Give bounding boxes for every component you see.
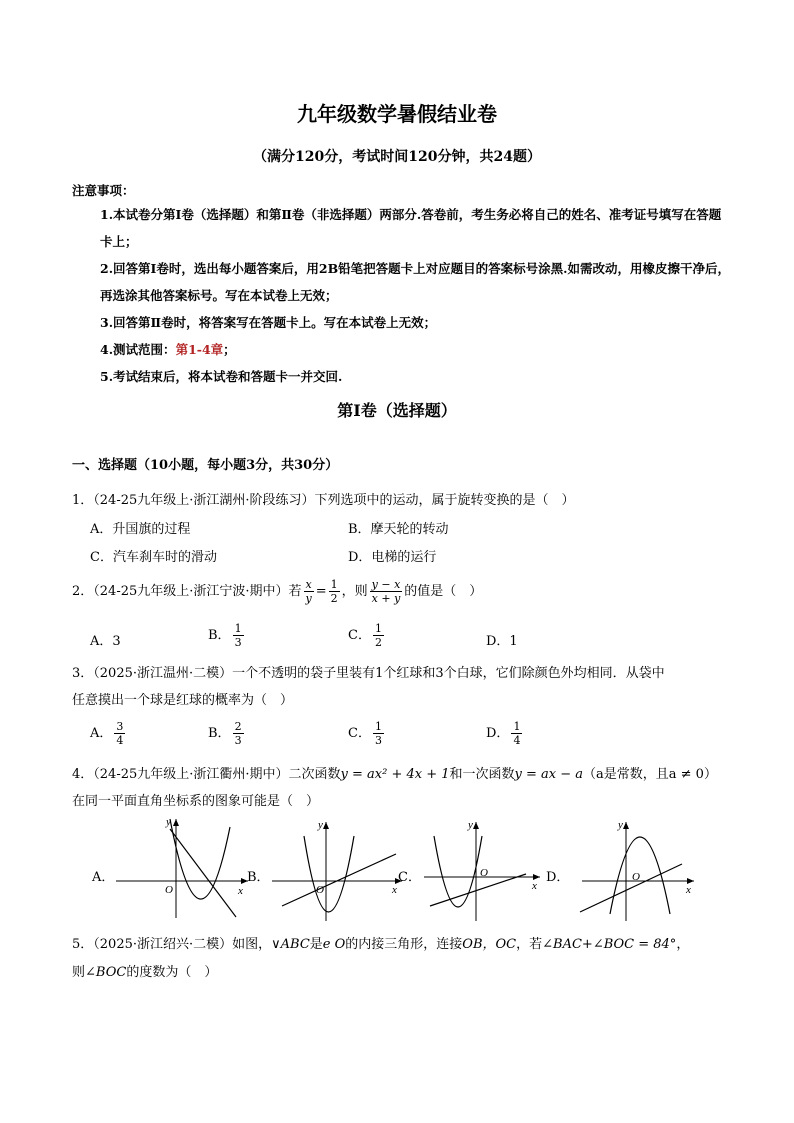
q5-condition: ∠BAC+∠BOC = 84° (542, 937, 677, 952)
q4-graph-c (420, 818, 550, 923)
q4-linear: y = ax − a (514, 767, 584, 782)
q5-line-2 (72, 960, 732, 986)
q2-option-b (208, 622, 246, 649)
q5-line-1 (72, 932, 732, 958)
q5-angle: ∠BOC (85, 965, 127, 980)
graph-c-y-label: y (468, 819, 473, 831)
q5-line2-prefix: 则 (72, 965, 86, 980)
q2-option-b-num: 1 (234, 622, 242, 635)
q5-segments: OB，OC (462, 937, 517, 952)
q5-text-2: 的内接三角形，连接 (345, 937, 463, 952)
q3-option-a-num: 3 (116, 720, 124, 733)
graph-a-y-label: y (166, 816, 171, 828)
q4-option-a-label: A． (92, 870, 115, 885)
q2-fraction-x-over-y (304, 578, 314, 605)
q2-stem (72, 578, 732, 605)
q3-option-d-frac (511, 720, 522, 747)
q4-line-2: 在同一平面直角坐标系的图象可能是（ ） (72, 794, 320, 809)
q4-graph-a (112, 815, 252, 920)
section-title: 第Ⅰ卷（选择题） (337, 401, 457, 420)
q2-fraction-half (329, 578, 340, 605)
q1-option-d: D．电梯的运行 (348, 550, 437, 565)
q5-text-3: ，若 (516, 937, 543, 952)
q2-option-b-label: B． (208, 628, 231, 643)
page-title: 九年级数学暑假结业卷 (297, 102, 497, 126)
q2-option-b-frac (233, 622, 244, 649)
q3-option-d-den: 4 (513, 734, 521, 747)
q4-suffix: （a是常数，且a ≠ 0） (583, 767, 717, 782)
q2-option-c-label: C． (348, 628, 371, 643)
q4-line-1 (72, 762, 732, 788)
notice-item-2 (72, 255, 732, 309)
q2-frac1-den: y (305, 592, 312, 605)
graph-d-origin: O (632, 871, 640, 883)
q2-frac3-den: x + y (371, 592, 401, 605)
q3-option-a-label: A． (90, 726, 113, 741)
notice-item-4-prefix: 4.测试范围： (100, 342, 176, 357)
q5-text-1: 是 (309, 937, 323, 952)
q2-frac1-num: x (305, 578, 312, 591)
q2-option-c (348, 622, 386, 649)
q4-quadratic: y = ax² + 4x + 1 (340, 767, 450, 782)
notice-item-3 (72, 309, 732, 336)
graph-c-origin: O (480, 867, 488, 879)
q3-option-c-den: 3 (374, 734, 382, 747)
q5-prefix: 5．（2025·浙江绍兴·二模）如图， (72, 937, 272, 952)
q4-mid: 和一次函数 (449, 767, 515, 782)
q3-option-b-label: B． (208, 726, 231, 741)
q2-suffix: 的值是（ ） (404, 584, 483, 599)
graph-c-x-label: x (532, 880, 537, 892)
notice-item-1-text: 1.本试卷分第Ⅰ卷（选择题）和第Ⅱ卷（非选择题）两部分.答卷前，考生务必将自己的姓名、准考证号填写在答题卡上； (100, 207, 722, 249)
q2-mid: ，则 (341, 584, 368, 599)
graph-d-y-label: y (618, 819, 623, 831)
q4-graph-b (268, 818, 408, 923)
q2-equals: = (315, 584, 327, 599)
notice-item-5-text: 5.考试结束后，将本试卷和答题卡一并交回. (100, 369, 343, 384)
notice-heading: 注意事项： (72, 183, 135, 198)
q1-stem: 1．（24-25九年级上·浙江湖州·阶段练习）下列选项中的运动，属于旋转变换的是（ ） (72, 493, 575, 508)
notice-item-4-suffix: ； (223, 342, 236, 357)
q5-line2-suffix: 的度数为（ ） (126, 965, 218, 980)
q3-option-d-num: 1 (513, 720, 521, 733)
q2-option-c-den: 2 (374, 636, 382, 649)
graph-b-x-label: x (392, 884, 397, 896)
q3-option-b-den: 3 (234, 734, 242, 747)
q3-option-a-frac (114, 720, 125, 747)
notice-item-1 (72, 201, 732, 255)
q4-graph-d (570, 818, 700, 923)
q3-option-c-frac (373, 720, 384, 747)
q3-option-c-label: C． (348, 726, 371, 741)
q3-option-c-num: 1 (374, 720, 382, 733)
q2-frac2-den: 2 (330, 592, 338, 605)
q3-option-b-num: 2 (234, 720, 242, 733)
q5-text-4: ， (676, 937, 690, 952)
graph-b-y-label: y (318, 819, 323, 831)
q2-option-c-frac (373, 622, 384, 649)
q1-option-b: B．摩天轮的转动 (348, 522, 449, 537)
graph-a-origin: O (165, 884, 173, 896)
q2-frac2-num: 1 (330, 578, 338, 591)
q4-option-b-label: B． (247, 870, 270, 885)
q2-fraction-expression (370, 578, 403, 605)
test-range: 第1-4章 (175, 342, 224, 357)
q5-circle: e O (322, 937, 346, 952)
notice-item-5 (72, 363, 732, 390)
q5-triangle: ∨ABC (271, 937, 310, 952)
q1-option-a: A．升国旗的过程 (90, 522, 191, 537)
q3-option-a (90, 720, 127, 747)
q3-line-1: 3．（2025·浙江温州·二模）一个不透明的袋子里装有1个红球和3个白球，它们除颜色外均相同．从袋中 (72, 666, 665, 681)
q2-option-b-den: 3 (234, 636, 242, 649)
q3-option-d-label: D． (486, 726, 510, 741)
graph-a-x-label: x (238, 885, 243, 897)
graph-b-origin: O (316, 884, 324, 896)
notice-item-3-text: 3.回答第Ⅱ卷时，将答案写在答题卡上。写在本试卷上无效； (100, 315, 437, 330)
q3-option-a-den: 4 (116, 734, 124, 747)
q2-option-d: D．1 (486, 634, 518, 649)
q4-option-d-label: D． (546, 870, 570, 885)
q3-line-2: 任意摸出一个球是红球的概率为（ ） (72, 693, 294, 708)
q2-option-a: A．3 (90, 634, 121, 649)
q3-option-c (348, 720, 386, 747)
q3-option-d (486, 720, 524, 747)
graph-d-x-label: x (686, 884, 691, 896)
notice-item-2-text: 2.回答第Ⅰ卷时，选出每小题答案后，用2B铅笔把答题卡上对应题目的答案标号涂黑.如需改动，用橡皮擦干净后，再选涂其他答案标号。写在本试卷上无效； (100, 261, 731, 303)
q1-option-c: C．汽车刹车时的滑动 (90, 550, 217, 565)
part-one-title: 一、选择题（10小题，每小题3分，共30分） (72, 458, 339, 473)
q3-option-b-frac (233, 720, 244, 747)
q2-option-c-num: 1 (374, 622, 382, 635)
q4-prefix: 4．（24-25九年级上·浙江衢州·期中）二次函数 (72, 767, 341, 782)
q2-frac3-num: y − x (371, 578, 401, 591)
notice-item-4 (72, 336, 732, 363)
q2-prefix: 2．（24-25九年级上·浙江宁波·期中）若 (72, 584, 302, 599)
page-subtitle: （满分120分，考试时间120分钟，共24题） (253, 149, 541, 165)
q4-option-c-label: C． (398, 870, 421, 885)
q3-option-b (208, 720, 246, 747)
